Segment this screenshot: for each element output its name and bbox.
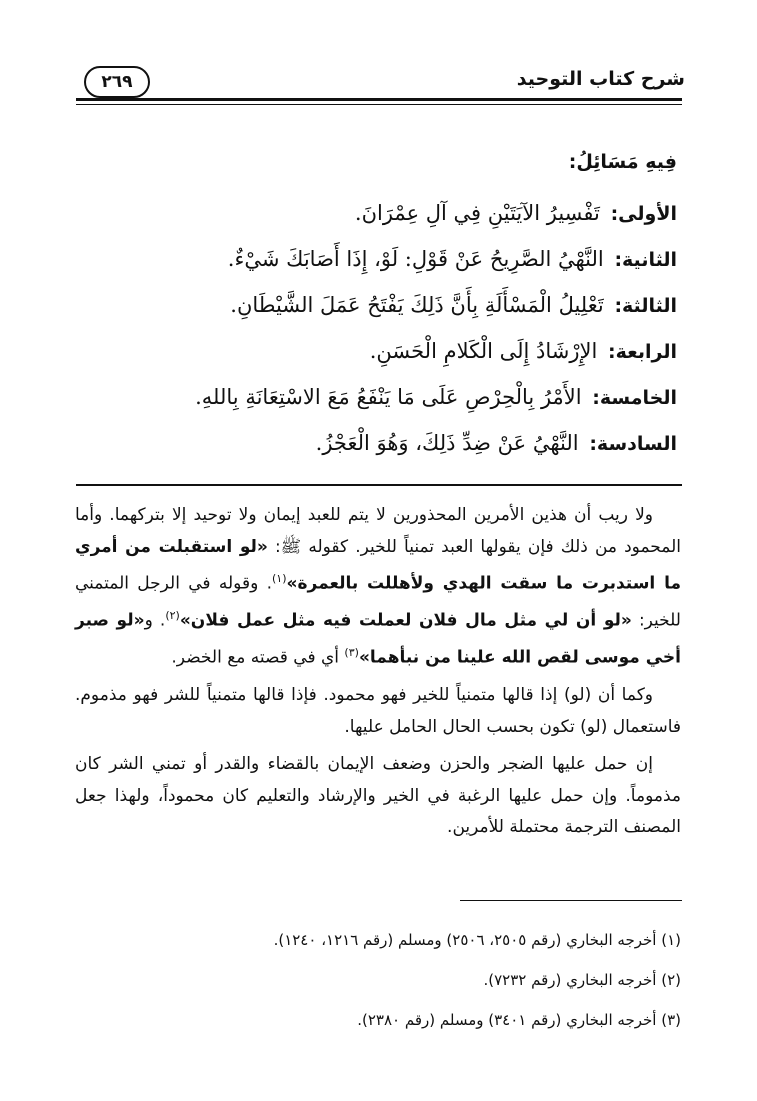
footnotes	[75, 920, 681, 1040]
issues-section	[77, 140, 677, 466]
issues-heading: فِيهِ مَسَائِلُ:	[568, 151, 677, 173]
issue-item	[77, 236, 677, 282]
issue-item	[77, 190, 677, 236]
paragraph-text: ولا ريب أن هذين الأمرين المحذورين لا يتم للعبد إيمان ولا توحيد إلا بتركهما. وأما المحمود من ذلك فإن يقولها العبد تمنياً للخير. كقوله ﷺ:	[75, 505, 681, 557]
commentary-body	[75, 500, 681, 850]
section-divider	[76, 484, 682, 486]
paragraph-text: . و	[144, 610, 166, 631]
hadith-quote: «لو أن لي مثل مال فلان لعملت فيه مثل عمل فلان»	[179, 610, 632, 631]
issue-label: الأولى:	[610, 203, 677, 225]
footnote: (٢) أخرجه البخاري (رقم ٧٢٣٢).	[483, 971, 681, 989]
footnote: (١) أخرجه البخاري (رقم ٢٥٠٥، ٢٥٠٦) ومسلم (رقم ١٢١٦، ١٢٤٠).	[273, 931, 681, 949]
header-rule-thin	[76, 104, 682, 105]
issue-text: الأَمْرُ بِالْحِرْصِ عَلَى مَا يَنْفَعُ مَعَ الاسْتِعَانَةِ بِاللهِ.	[195, 385, 582, 409]
issue-text: تَفْسِيرُ الآيَتَيْنِ فِي آلِ عِمْرَانَ.	[354, 201, 600, 225]
commentary-paragraph	[75, 500, 681, 674]
page-number-badge: ٢٦٩	[84, 66, 150, 98]
hadith-quote: «لو استقبلت من أمري ما استدبرت ما سقت الهدي ولأهللت بالعمرة»	[75, 536, 681, 594]
footnote-separator	[460, 900, 682, 901]
footnote: (٣) أخرجه البخاري (رقم ٣٤٠١) ومسلم (رقم ٢٣٨٠).	[357, 1011, 681, 1029]
issue-label: السادسة:	[589, 433, 677, 455]
paragraph-text: . وقوله في الرجل المتمني للخير:	[75, 573, 681, 631]
issue-item	[77, 420, 677, 466]
commentary-paragraph: إن حمل عليها الضجر والحزن وضعف الإيمان بالقضاء والقدر أو تمني الشر كان مذموماً. وإن حمل عليها الرغبة في الخير والإرشاد والتعليم كان محموداً، ولهذا جعل المصنف الترجمة محتملة للأمرين.	[75, 754, 681, 838]
commentary-paragraph: وكما أن (لو) إذا قالها متمنياً للخير فهو محمود. فإذا قالها متمنياً للشر فهو مذموم. فاستعمال (لو) تكون بحسب الحال الحامل عليها.	[75, 685, 681, 737]
footnote-ref: (٣)	[344, 646, 359, 660]
issue-text: النَّهْيُ عَنْ ضِدِّ ذَلِكَ، وَهُوَ الْعَجْزُ.	[315, 431, 579, 455]
running-header-title: شرح كتاب التوحيد	[516, 68, 685, 90]
issue-text: النَّهْيُ الصَّرِيحُ عَنْ قَوْلِ: لَوْ، إِذَا أَصَابَكَ شَيْءٌ.	[227, 247, 604, 271]
issue-label: الثانية:	[614, 249, 677, 271]
issue-text: تَعْلِيلُ الْمَسْأَلَةِ بِأَنَّ ذَلِكَ يَفْتَحُ عَمَلَ الشَّيْطَانِ.	[230, 293, 604, 317]
footnote-ref: (٢)	[165, 609, 180, 623]
issue-label: الرابعة:	[608, 341, 677, 363]
issue-text: الإِرْشَادُ إِلَى الْكَلامِ الْحَسَنِ.	[369, 339, 598, 363]
issue-label: الثالثة:	[614, 295, 677, 317]
issue-item	[77, 328, 677, 374]
hadith-quote: «لو صبر أخي موسى لقص الله علينا من نبأهما»	[75, 610, 681, 668]
issue-label: الخامسة:	[592, 387, 677, 409]
paragraph-text: أي في قصته مع الخضر.	[171, 647, 345, 668]
footnote-ref: (١)	[271, 572, 287, 585]
header-rule-thick	[76, 98, 682, 101]
issue-item	[77, 374, 677, 420]
issue-item	[77, 282, 677, 328]
